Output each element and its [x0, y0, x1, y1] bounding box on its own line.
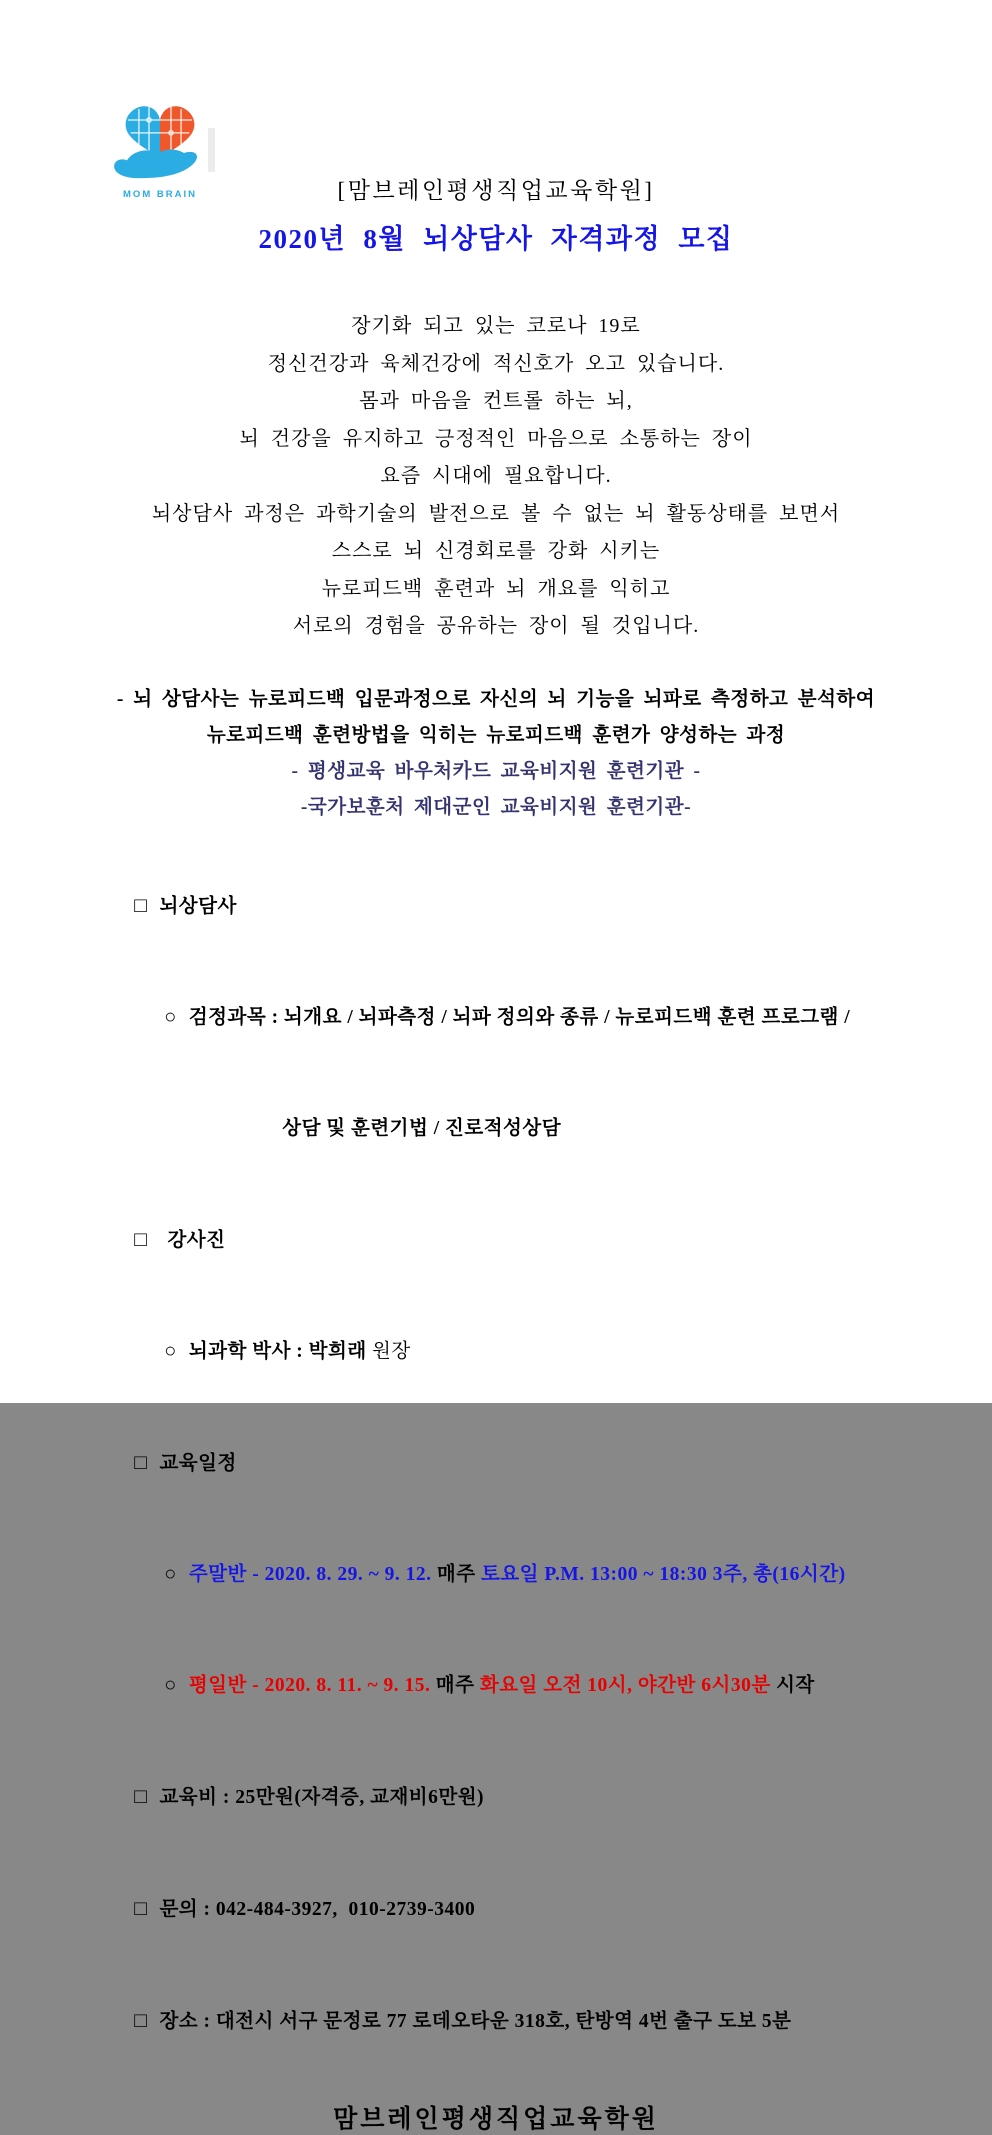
text-segment: 뇌과학 박사 : 박희래 [188, 1340, 373, 1362]
intro-line: 정신건강과 육체건강에 적신호가 오고 있습니다. [267, 352, 725, 375]
list-item-text [189, 1675, 815, 1696]
highlight-line: -국가보훈처 제대군인 교육비지원 훈련기관- [300, 796, 692, 818]
list-item-text [159, 896, 236, 917]
text-segment: 원장 [372, 1340, 411, 1362]
list-item-subjects-continued [102, 1073, 992, 1184]
intro-line: 서로의 경험을 공유하는 장이 될 것입니다. [292, 615, 700, 637]
intro-line: 몸과 마음을 컨트롤 하는 뇌, [359, 390, 633, 412]
text-segment: 시작 [776, 1674, 815, 1696]
list-item-contact [102, 1853, 992, 1965]
text-segment: 매주 [435, 1674, 480, 1696]
list-item-text [167, 1230, 225, 1251]
circle-bullet-icon: ○ [164, 1005, 177, 1028]
square-bullet-icon: □ [134, 1783, 148, 1808]
intro-line: 장기화 되고 있는 코로나 19로 [351, 315, 641, 337]
text-segment: 상담 및 훈련기법 / 진로적성상담 [282, 1117, 562, 1139]
page-title: 2020년 8월 뇌상담사 자격과정 모집 [258, 224, 734, 254]
list-item-text [189, 1564, 846, 1585]
text-segment: 문의 : 042-484-3927, 010-2739-3400 [159, 1898, 476, 1920]
text-segment: 교육비 : 25만원(자격증, 교재비6만원) [159, 1786, 485, 1808]
list-item-text [159, 1787, 484, 1808]
footer-org-name: 맘브레인평생직업교육학원 [333, 2105, 659, 2133]
list-item-weekday-class [102, 1630, 992, 1741]
list-item-instructor-name [102, 1296, 992, 1407]
text-segment: 뇌상담사 [159, 895, 237, 917]
text-segment: 평일반 - 2020. 8. 11. ~ 9. 15. [188, 1674, 436, 1696]
list-item-certification [102, 850, 992, 962]
info-list [102, 850, 992, 2077]
mom-brain-logo [102, 94, 218, 200]
text-segment: 매주 [436, 1563, 481, 1585]
highlight-line: - 뇌 상담사는 뉴로피드백 입문과정으로 자신의 뇌 기능을 뇌파로 측정하고 분석하여 [116, 688, 876, 710]
text-segment: 검정과목 : 뇌개요 / 뇌파측정 / 뇌파 정의와 종류 / 뉴로피드백 훈련 프로그램 / [188, 1006, 851, 1028]
square-bullet-icon: □ [134, 1449, 148, 1474]
highlight-block [0, 682, 992, 826]
list-item-weekend-class [102, 1519, 992, 1630]
text-segment: 주말반 - 2020. 8. 29. ~ 9. 12. [188, 1563, 437, 1585]
org-name-bracketed: [맘브레인평생직업교육학원] [337, 178, 655, 203]
list-item-text [189, 1341, 411, 1362]
text-segment: 화요일 오전 10시, 야간반 6시30분 [479, 1674, 777, 1696]
circle-bullet-icon: ○ [164, 1673, 177, 1696]
highlight-line: - 평생교육 바우처카드 교육비지원 훈련기관 - [291, 760, 701, 782]
text-segment: 장소 : 대전시 서구 문정로 77 로데오타운 318호, 탄방역 4번 출구 도보 5분 [159, 2010, 792, 2032]
intro-paragraph [0, 308, 992, 646]
logo-brand-text: MOM BRAIN [123, 189, 197, 200]
list-item-subjects [102, 962, 992, 1073]
highlight-line: 뉴로피드백 훈련방법을 익히는 뉴로피드백 훈련가 양성하는 과정 [206, 724, 786, 746]
list-item-instructors [102, 1184, 992, 1296]
list-item-text [159, 2011, 791, 2032]
square-bullet-icon: □ [134, 892, 148, 917]
decorative-bar [208, 128, 215, 172]
intro-line: 뉴로피드백 훈련과 뇌 개요를 익히고 [321, 577, 671, 600]
text-segment: 교육일정 [159, 1452, 237, 1474]
square-bullet-icon: □ [134, 2007, 148, 2032]
square-bullet-icon: □ [134, 1226, 148, 1251]
intro-line: 요즘 시대에 필요합니다. [380, 465, 612, 487]
list-item-schedule [102, 1407, 992, 1519]
circle-bullet-icon: ○ [164, 1339, 177, 1362]
list-item-tuition [102, 1741, 992, 1853]
list-item-text [159, 1453, 236, 1474]
list-item-text [282, 1118, 561, 1139]
text-segment: 강사진 [167, 1229, 226, 1251]
list-item-text [189, 1007, 850, 1028]
list-item-text [159, 1899, 475, 1920]
circle-bullet-icon: ○ [164, 1562, 177, 1585]
brain-heart-hand-icon [105, 94, 215, 190]
intro-line: 뇌 건강을 유지하고 긍정적인 마음으로 소통하는 장이 [239, 427, 753, 450]
square-bullet-icon: □ [134, 1895, 148, 1920]
intro-line: 뇌상담사 과정은 과학기술의 발전으로 볼 수 없는 뇌 활동상태를 보면서 [151, 502, 841, 525]
text-segment: 토요일 P.M. 13:00 ~ 18:30 3주, 총(16시간) [480, 1563, 846, 1585]
intro-line: 스스로 뇌 신경회로를 강화 시키는 [331, 540, 661, 562]
list-item-location [102, 1965, 992, 2077]
